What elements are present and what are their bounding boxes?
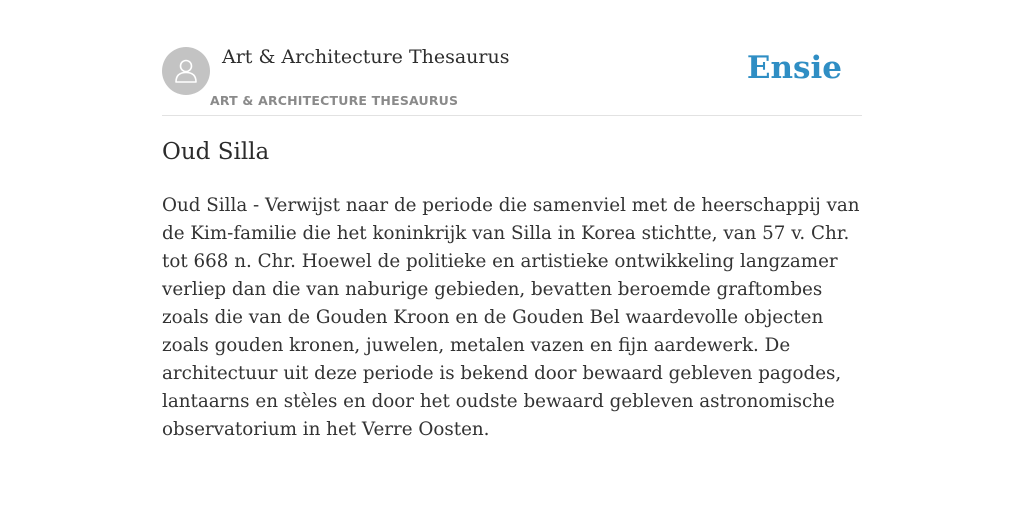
header-divider [162, 115, 862, 116]
source-title[interactable]: Art & Architecture Thesaurus [222, 46, 510, 68]
user-icon [171, 56, 201, 86]
source-subtitle[interactable]: ART & ARCHITECTURE THESAURUS [210, 93, 459, 108]
entry-card [162, 0, 862, 512]
avatar[interactable] [162, 47, 210, 95]
definition-text: Oud Silla - Verwijst naar de periode die samenviel met de heerschappij van de Kim-familie die het koninkrijk van Silla in Korea stichtte, van 57 v. Chr. tot 668 n. Chr. Hoewel de politieke en artistieke ontwikkeling langzamer verliep dan die van naburige gebieden, bevatten beroemde graftombes zoals die van de Gouden Kroon en de Gouden Bel waardevolle objecten zoals gouden kronen, juwelen, metalen vazen en fijn aardewerk. De architectuur uit deze periode is bekend door bewaard gebleven pagodes, lantaarns en stèles en door het oudste bewaard gebleven astronomische observatorium in het Verre Oosten. [162, 195, 860, 440]
page-title: Oud Silla [162, 139, 270, 165]
ensie-logo[interactable]: Ensie [746, 50, 842, 86]
